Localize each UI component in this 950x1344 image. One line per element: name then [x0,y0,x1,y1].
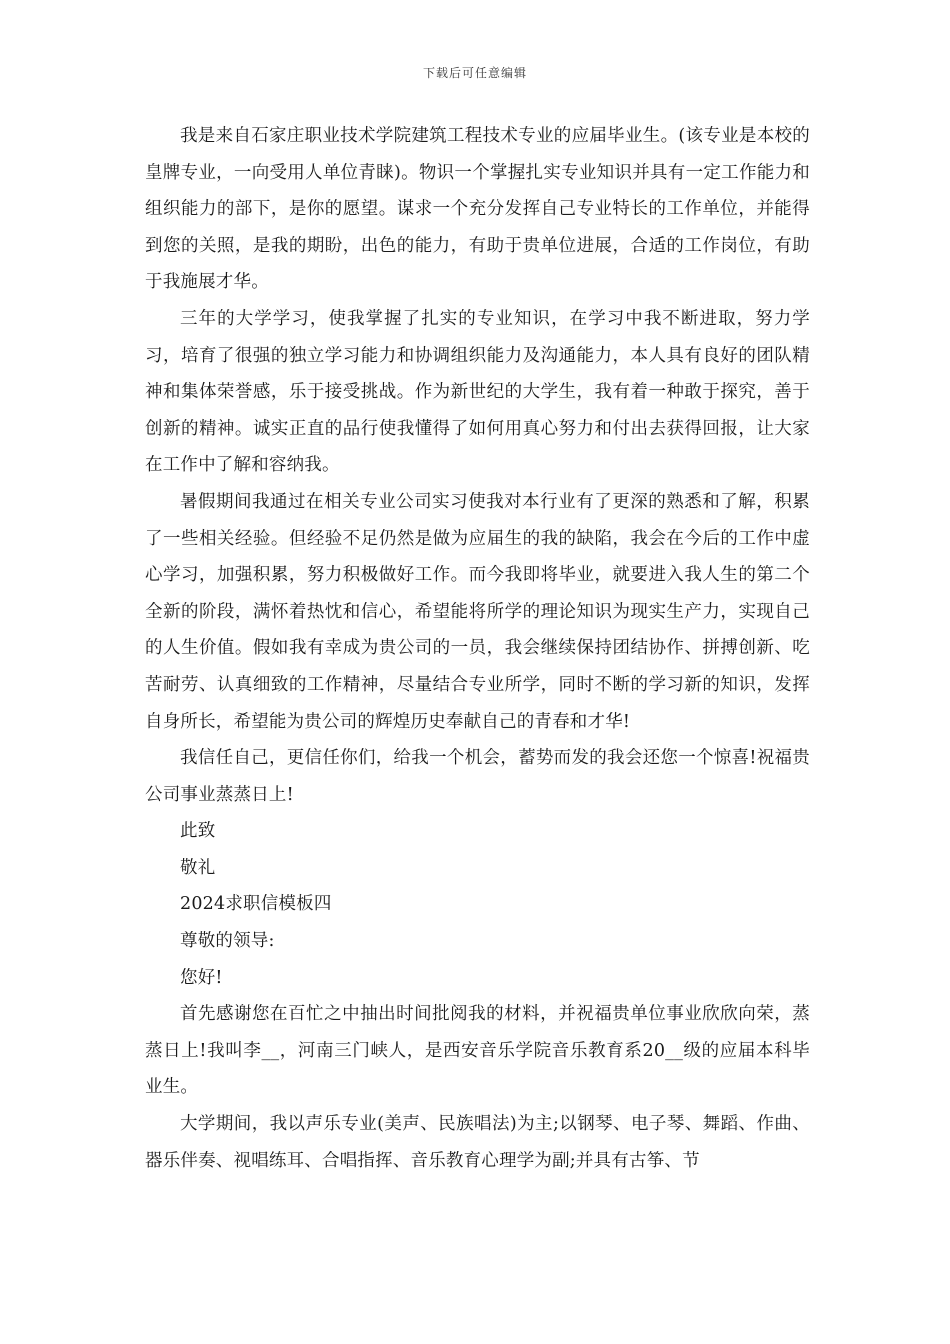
second-letter-paragraph-study: 大学期间，我以声乐专业(美声、民族唱法)为主;以钢琴、电子琴、舞蹈、作曲、器乐伴奏、视唱练耳、合唱指挥、音乐教育心理学为副;并具有古筝、节 [145,1114,810,1171]
closing-line-jingli: 敬礼 [180,857,216,878]
page-header: 下载后可任意编辑 [422,66,527,80]
second-letter-salutation: 尊敬的领导: [180,931,275,952]
document-body [145,118,810,1179]
second-letter-paragraph-intro: 首先感谢您在百忙之中抽出时间批阅我的材料，并祝福贵单位事业欣欣向荣，蒸蒸日上!我叫李__，河南三门峡人，是西安音乐学院音乐教育系20__级的应届本科毕业生。 [145,1004,810,1098]
paragraph-closing-wish: 我信任自己，更信任你们，给我一个机会，蓄势而发的我会还您一个惊喜!祝福贵公司事业蒸蒸日上! [145,748,810,805]
paragraph-internship: 暑假期间我通过在相关专业公司实习使我对本行业有了更深的熟悉和了解，积累了一些相关经验。但经验不足仍然是做为应届生的我的缺陷，我会在今后的工作中虚心学习，加强积累，努力积极做好工作。而今我即将毕业，就要进入我人生的第二个全新的阶段，满怀着热忱和信心，希望能将所学的理论知识为现实生产力，实现自己的人生价值。假如我有幸成为贵公司的一员，我会继续保持团结协作、拼搏创新、吃苦耐劳、认真细致的工作精神，尽量结合专业所学，同时不断的学习新的知识，发挥自身所长，希望能为贵公司的辉煌历史奉献自己的青春和才华! [145,491,810,732]
second-letter-greeting: 您好! [180,967,223,988]
second-letter-title: 2024求职信模板四 [180,894,332,915]
paragraph-introduction: 我是来自石家庄职业技术学院建筑工程技术专业的应届毕业生。(该专业是本校的皇牌专业，一向受用人单位青睐)。物识一个掌握扎实专业知识并具有一定工作能力和组织能力的部下，是你的愿望。谋求一个充分发挥自己专业特长的工作单位，并能得到您的关照，是我的期盼，出色的能力，有助于贵单位进展，合适的工作岗位，有助于我施展才华。 [145,126,810,293]
paragraph-university-study: 三年的大学学习，使我掌握了扎实的专业知识，在学习中我不断进取，努力学习，培育了很强的独立学习能力和协调组织能力及沟通能力，本人具有良好的团队精神和集体荣誉感，乐于接受挑战。作为新世纪的大学生，我有着一种敢于探究，善于创新的精神。诚实正直的品行使我懂得了如何用真心努力和付出去获得回报，让大家在工作中了解和容纳我。 [145,308,810,476]
closing-line-cizhi: 此致 [180,821,216,842]
